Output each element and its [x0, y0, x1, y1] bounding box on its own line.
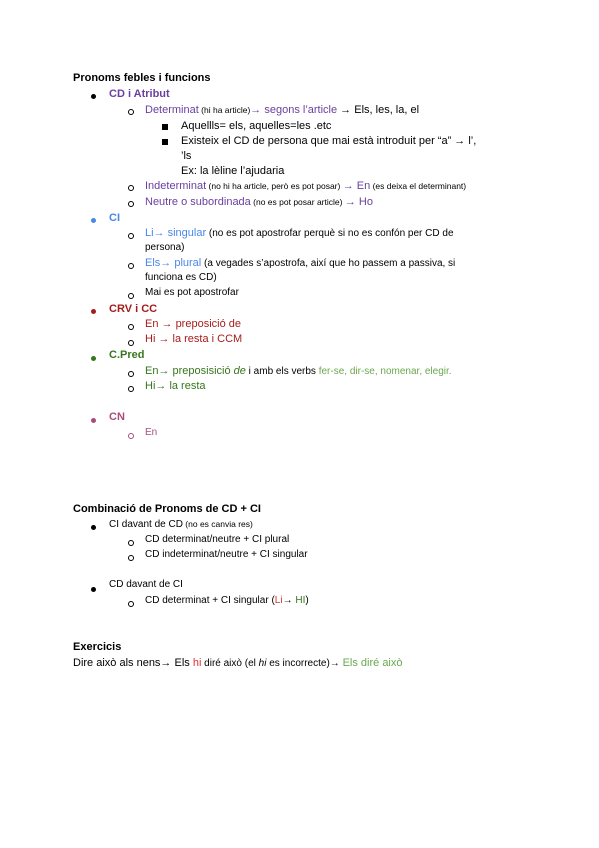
determinat-sub2-example: Ex: la lèline l’ajudaria — [181, 165, 285, 177]
cd-davant-item1 — [145, 594, 309, 608]
bullet-dot-icon — [91, 521, 96, 535]
ci-davant-term: CI davant de CD — [109, 519, 183, 530]
determinat-sub2-line2: ’ls — [181, 150, 192, 162]
neutre-line — [145, 195, 373, 209]
cpred-item1-de: de — [233, 365, 246, 377]
bullet-circle-icon — [128, 182, 134, 196]
bullet-circle-icon — [128, 552, 134, 566]
ci-davant-item2: CD indeterminat/neutre + CI singular — [145, 549, 308, 560]
exercici-c: diré això (el — [201, 658, 259, 669]
indeterminat-rule: → En — [342, 180, 371, 192]
bullet-circle-icon — [128, 230, 134, 244]
determinat-sub2-line1: Existeix el CD de persona que mai està introduit per “a” → l’, — [181, 135, 477, 147]
exercici-line — [73, 656, 403, 671]
cpred-item1-verbs: fer-se, dir-se, nomenar, elegir. — [318, 366, 452, 377]
indeterminat-note: (no hi ha article, però es pot posar) — [206, 181, 343, 191]
cd-davant-item1-a: CD determinat + CI singular ( — [145, 595, 275, 606]
cpred-label: C.Pred — [109, 349, 145, 361]
exercici-hi-red: hi — [192, 657, 202, 669]
bullet-circle-icon — [128, 383, 134, 397]
ci-plural-term: Els→ plural — [145, 257, 202, 269]
cd-atribut-label: CD i Atribut — [109, 88, 170, 100]
ci-item2-line1 — [145, 256, 455, 271]
section-title-exercicis: Exercicis — [73, 641, 122, 653]
determinat-line — [145, 103, 419, 117]
determinat-term: Determinat — [145, 104, 199, 116]
ci-plural-note: (a vegades s’apostrofa, així que ho passem a passiva, si — [201, 258, 456, 269]
ci-item1-line2: persona) — [145, 242, 185, 253]
cd-davant-item1-close: ) — [305, 595, 309, 606]
exercici-a: Dire això als nens→ Els — [73, 657, 193, 669]
determinat-forms: → Els, les, la, el — [337, 104, 420, 116]
ci-item2-line2: funciona es CD) — [145, 272, 217, 283]
determinat-rule: → segons l’article — [250, 104, 338, 116]
cpred-item2: Hi→ la resta — [145, 380, 206, 392]
section-title-pronoms: Pronoms febles i funcions — [73, 72, 211, 84]
bullet-dot-icon — [91, 214, 96, 228]
bullet-square-icon — [162, 136, 168, 150]
bullet-dot-icon — [91, 305, 96, 319]
ci-davant-item1: CD determinat/neutre + CI plural — [145, 534, 290, 545]
bullet-circle-icon — [128, 321, 134, 335]
ci-singular-note: (no es pot apostrofar perquè si no es confón per CD de — [206, 228, 454, 239]
bullet-dot-icon — [91, 414, 96, 428]
cpred-item1-term: En→ preposisició — [145, 365, 234, 377]
bullet-circle-icon — [128, 598, 134, 612]
determinat-note: (hi ha article) — [198, 105, 251, 115]
neutre-term: Neutre o subordinada — [145, 196, 251, 208]
cn-item1: En — [145, 427, 158, 438]
ci-item1-line1 — [145, 226, 454, 241]
exercici-e: es incorrecte)→ — [266, 658, 343, 669]
indeterminat-line — [145, 179, 466, 193]
cn-label: CN — [109, 411, 125, 423]
cpred-item1 — [145, 364, 452, 379]
bullet-circle-icon — [128, 537, 134, 551]
bullet-dot-icon — [91, 583, 96, 597]
neutre-note: (no es pot posar article) — [250, 197, 345, 207]
cd-davant-label: CD davant de CI — [109, 579, 183, 590]
section-title-combinacio: Combinació de Pronoms de CD + CI — [73, 503, 261, 515]
bullet-circle-icon — [128, 260, 134, 274]
determinat-sub1: Aquellls= els, aquelles=les .etc — [181, 120, 332, 132]
bullet-circle-icon — [128, 106, 134, 120]
crv-cc-label: CRV i CC — [109, 303, 158, 315]
cd-davant-item1-arrow: → — [282, 595, 296, 606]
ci-singular-term: Li→ singular — [145, 227, 207, 239]
bullet-circle-icon — [128, 368, 134, 382]
ci-item3: Mai es pot apostrofar — [145, 287, 239, 298]
exercici-correct: Els diré això — [342, 657, 403, 669]
cpred-item1-note: i amb els verbs — [245, 366, 319, 377]
crv-cc-item2: Hi → la resta i CCM — [145, 333, 243, 345]
cd-davant-item1-hi: HI — [295, 595, 306, 606]
bullet-circle-icon — [128, 430, 134, 444]
crv-cc-item1: En → preposició de — [145, 318, 241, 330]
cd-davant-item1-li: Li — [274, 595, 283, 606]
bullet-dot-icon — [91, 352, 96, 366]
exercici-hi-italic: hi — [258, 658, 267, 669]
bullet-dot-icon — [91, 90, 96, 104]
ci-label: CI — [109, 212, 120, 224]
indeterminat-note2: (es deixa el determinant) — [370, 181, 467, 191]
bullet-circle-icon — [128, 198, 134, 212]
bullet-square-icon — [162, 121, 168, 135]
neutre-rule: → Ho — [344, 196, 373, 208]
indeterminat-term: Indeterminat — [145, 180, 207, 192]
ci-davant-note: (no es canvia res) — [182, 519, 253, 529]
ci-davant-line — [109, 517, 253, 532]
